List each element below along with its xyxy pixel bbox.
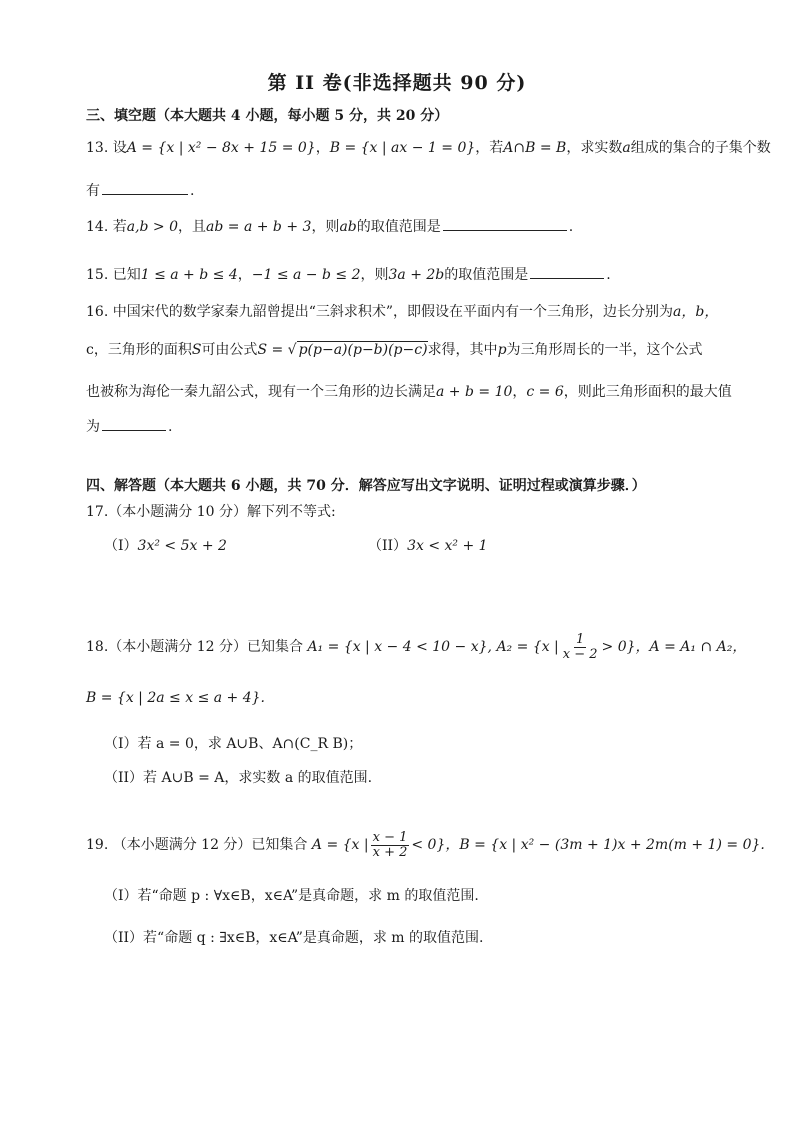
question-14-number: 14. xyxy=(86,219,109,235)
question-18-line-1 xyxy=(86,632,746,662)
q18-set-a2-left: A₂ = {x | xyxy=(496,639,559,655)
q15-text: 的取值范围是 xyxy=(444,267,529,283)
q15-math: −1 ≤ a − b ≤ 2 xyxy=(251,267,361,283)
q17-part-1-inequality: 3x² < 5x + 2 xyxy=(137,538,227,554)
q13-text: ，求实数 xyxy=(566,140,623,156)
q14-text: ，且 xyxy=(178,219,207,235)
answer-blank-14[interactable] xyxy=(443,216,567,231)
q13-text: ，若 xyxy=(475,140,504,156)
q15-math: 3a + 2b xyxy=(388,267,445,283)
q16-math: a + b = 10 xyxy=(436,384,513,400)
question-19-part-1: （I）若“命题 p : ∀x∈B，x∈A”是真命题，求 m 的取值范围. xyxy=(104,888,479,904)
q16-formula-radicand: p(p−a)(p−b)(p−c) xyxy=(298,342,428,358)
q18-set-a2-right: > 0} xyxy=(601,639,636,655)
q16-text: 为 xyxy=(86,419,100,435)
q18-set-a1: A₁ = {x | x − 4 < 10 − x}, xyxy=(307,639,492,655)
answer-blank-15[interactable] xyxy=(530,264,604,279)
question-17-part-2 xyxy=(368,536,488,556)
q18-set-b: B = {x | 2a ≤ x ≤ a + 4}. xyxy=(86,690,265,706)
q13-text: 组成的集合的子集个数 xyxy=(630,140,771,156)
question-19-line-1 xyxy=(86,830,765,860)
answer-blank-16[interactable] xyxy=(102,416,166,431)
question-16-number: 16. xyxy=(86,304,109,320)
q14-text: 的取值范围是 xyxy=(356,219,441,235)
q19-set-a-right: < 0} xyxy=(411,837,446,853)
question-14 xyxy=(86,216,573,237)
q18-fraction-numerator: 1 xyxy=(576,631,585,647)
q13-set-b: B = {x | ax − 1 = 0} xyxy=(329,140,476,156)
q17-part-2-label: （II） xyxy=(368,538,408,554)
question-17-part-1 xyxy=(104,536,227,556)
q15-text: 已知 xyxy=(112,267,141,283)
q19-set-a-left: A = {x | xyxy=(311,837,369,853)
q19-intro: （本小题满分 12 分）已知集合 xyxy=(112,837,308,853)
q17-intro: （本小题满分 10 分）解下列不等式: xyxy=(108,504,336,520)
question-13-line-1: 13. 设A = {x | x² − 8x + 15 = 0}，B = {x | ax − 1 = 0}，若A∩B = B，求实数a组成的集合的子集个数 xyxy=(86,140,771,156)
page-title: 第 II 卷(非选择题共 90 分) xyxy=(267,72,527,94)
q14-math: ab = a + b + 3 xyxy=(206,219,312,235)
question-15-number: 15. xyxy=(86,267,109,283)
q18-intro: （本小题满分 12 分）已知集合 xyxy=(108,639,303,655)
q14-math: a,b > 0 xyxy=(126,219,179,235)
question-19-number: 19. xyxy=(86,837,109,853)
q19-fraction-numerator: x − 1 xyxy=(372,829,408,845)
section-heading-answer: 四、解答题（本大题共 6 小题，共 70 分．解答应写出文字说明、证明过程或演算步骤．） xyxy=(86,478,646,494)
q13-condition: A∩B = B xyxy=(503,140,567,156)
q16-text: 为三角形周长的一半，这个公式 xyxy=(506,342,703,358)
question-15: 15. 已知1 ≤ a + b ≤ 4，−1 ≤ a − b ≤ 2，则3a + 2b的取值范围是 . xyxy=(86,264,611,285)
q16-math: p xyxy=(497,342,507,358)
q13-text: . xyxy=(190,183,195,199)
q15-text: . xyxy=(606,267,611,283)
q19-fraction-denominator: x + 2 xyxy=(372,844,408,860)
q16-text: c，三角形的面积 xyxy=(86,342,192,358)
q16-formula: S = xyxy=(257,342,284,358)
q13-text: 设 xyxy=(112,140,127,156)
q13-set-a: A = {x | x² − 8x + 15 = 0} xyxy=(126,140,316,156)
q16-text: 也被称为海伦一秦九韶公式，现有一个三角形的边长满足 xyxy=(86,384,436,400)
q16-math: c = 6 xyxy=(526,384,564,400)
question-19-part-2: （II）若“命题 q : ∃x∈B，x∈A”是真命题，求 m 的取值范围. xyxy=(104,930,484,946)
q16-text: . xyxy=(168,419,173,435)
q16-text: 中国宋代的数学家秦九韶曾提出“三斜求积术”，即假设在平面内有一个三角形，边长分别为 xyxy=(112,304,674,320)
q18-fraction-denominator: x − 2 xyxy=(562,646,598,662)
q17-part-2-inequality: 3x < x² + 1 xyxy=(407,538,488,554)
question-16-line-3: 也被称为海伦一秦九韶公式，现有一个三角形的边长满足a + b = 10，c = 6，则此三角形面积的最大值 xyxy=(86,384,732,400)
q14-text: ，则 xyxy=(311,219,340,235)
q16-math: S xyxy=(191,342,202,358)
question-16-line-4 xyxy=(86,416,172,437)
question-18-line-2 xyxy=(86,688,265,708)
question-13-number: 13. xyxy=(86,140,109,156)
q19-fraction xyxy=(371,831,410,860)
q14-math: ab xyxy=(339,219,357,235)
q14-text: . xyxy=(568,219,574,235)
q13-text: 有 xyxy=(86,183,100,199)
q16-math: a，b， xyxy=(673,304,719,320)
question-17-number: 17. xyxy=(86,504,109,520)
q14-text: 若 xyxy=(112,219,127,235)
question-18-number: 18. xyxy=(86,639,109,655)
answer-blank-13[interactable] xyxy=(102,180,188,195)
question-18-part-1: （I）若 a = 0，求 A∪B、A∩(C_R B)； xyxy=(104,736,363,752)
q13-var-a: a xyxy=(622,140,631,156)
q16-text: 可由公式 xyxy=(201,342,258,358)
q16-text: ，则此三角形面积的最大值 xyxy=(563,384,732,400)
q15-text: ，则 xyxy=(360,267,389,283)
q15-math: 1 ≤ a + b ≤ 4 xyxy=(140,267,238,283)
q16-text: 求得，其中 xyxy=(427,342,498,358)
q19-set-b: ，B = {x | x² − (3m + 1)x + 2m(m + 1) = 0}. xyxy=(445,837,765,853)
q18-set-a: ，A = A₁ ∩ A₂， xyxy=(635,639,747,655)
q17-part-1-label: （I） xyxy=(104,538,138,554)
question-16-line-2: c，三角形的面积S可由公式S = √ p(p−a)(p−b)(p−c)求得，其中p为三角形周长的一半，这个公式 xyxy=(86,342,703,358)
question-18-part-2: （II）若 A∪B = A，求实数 a 的取值范围. xyxy=(104,770,373,786)
question-13-line-2 xyxy=(86,180,194,201)
section-heading-fill-in: 三、填空题（本大题共 4 小题，每小题 5 分，共 20 分） xyxy=(86,108,449,124)
question-16-line-1 xyxy=(86,302,718,322)
q18-fraction xyxy=(561,633,600,662)
question-17 xyxy=(86,502,336,522)
